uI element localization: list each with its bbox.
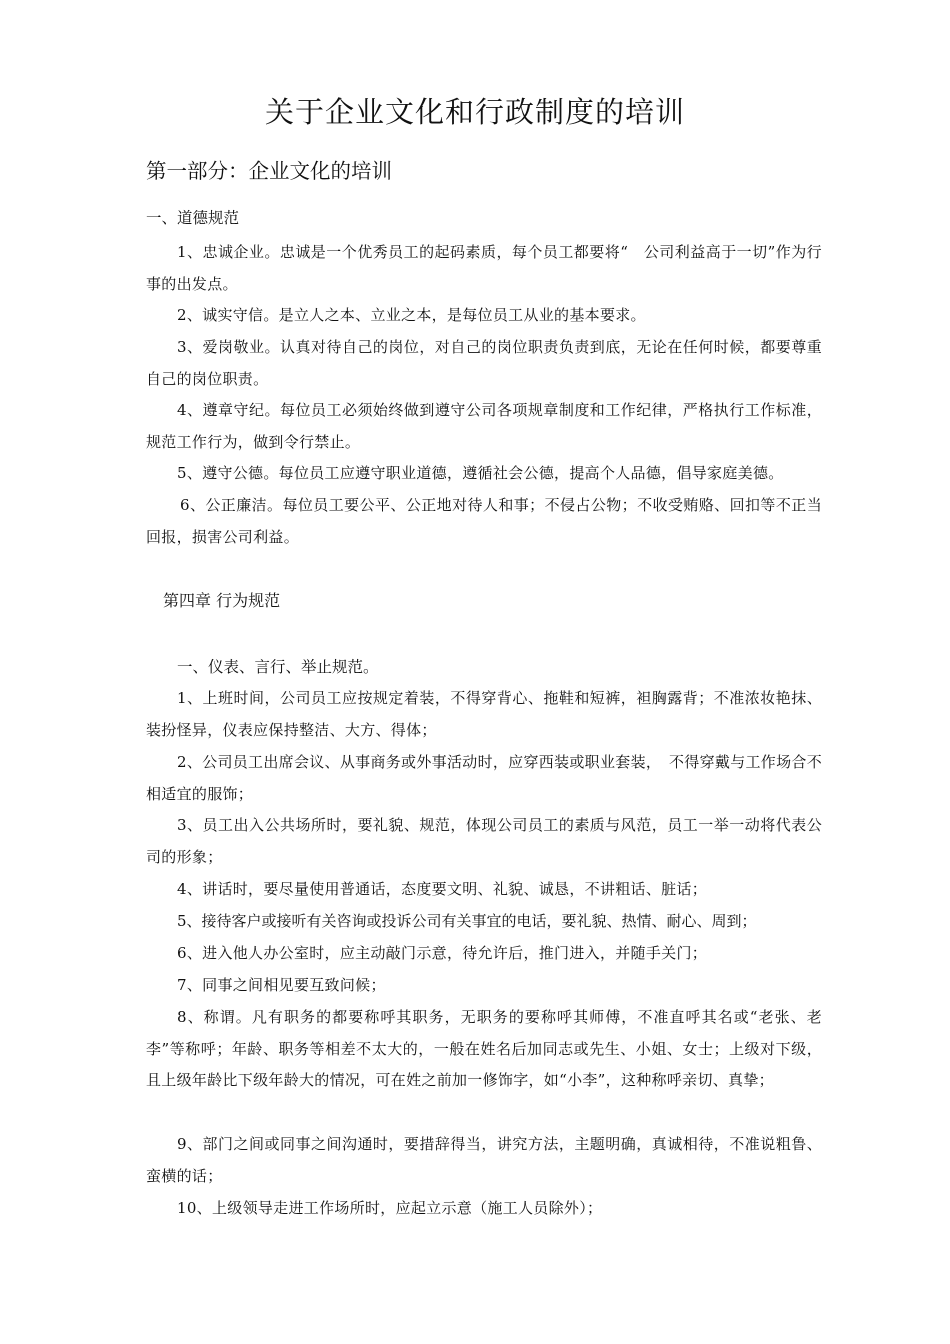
behavior-item-7: 7、同事之间相见要互致问候； — [177, 976, 386, 994]
behavior-item-10: 10、上级领导走进工作场所时，应起立示意（施工人员除外）； — [177, 1199, 603, 1217]
ethics-item-4: 4、遵章守纪。每位员工必须始终做到遵守公司各项规章制度和工作纪律，严格执行工作标准，规范工作行为，做到令行禁止。 — [146, 401, 822, 451]
ethics-item-1: 1、忠诚企业。忠诚是一个优秀员工的起码素质，每个员工都要将“ 公司利益高于一切”作为行事的出发点。 — [146, 243, 822, 293]
behavior-item-9: 9、部门之间或同事之间沟通时，要措辞得当，讲究方法，主题明确，真诚相待，不准说粗鲁、蛮横的话； — [146, 1135, 822, 1185]
document-title: 关于企业文化和行政制度的培训 — [264, 95, 685, 129]
ethics-item-3: 3、爱岗敬业。认真对待自己的岗位，对自己的岗位职责负责到底，无论在任何时候，都要尊重自己的岗位职责。 — [146, 338, 822, 388]
behavior-item-4: 4、讲话时，要尽量使用普通话，态度要文明、礼貌、诚恳，不讲粗话、脏话； — [177, 880, 708, 898]
chapter-heading-behavior: 第四章 行为规范 — [163, 591, 281, 610]
behavior-item-6: 6、进入他人办公室时，应主动敲门示意，待允许后，推门进入，并随手关门； — [177, 944, 708, 962]
ethics-item-6: 6、公正廉洁。每位员工要公平、公正地对待人和事；不侵占公物；不收受贿赂、回扣等不正当回报，损害公司利益。 — [146, 496, 822, 546]
section-heading-ethics: 一、道德规范 — [146, 209, 240, 227]
behavior-item-2: 2、公司员工出席会议、从事商务或外事活动时，应穿西装或职业套装， 不得穿戴与工作场合不相适宜的服饰； — [146, 753, 822, 803]
ethics-item-5: 5、遵守公德。每位员工应遵守职业道德，遵循社会公德，提高个人品德，倡导家庭美德。 — [177, 464, 784, 482]
behavior-item-8: 8、称谓。凡有职务的都要称呼其职务，无职务的要称呼其师傅，不准直呼其名或“老张、老李”等称呼；年龄、职务等相差不太大的，一般在姓名后加同志或先生、小姐、女士；上级对下级，且上级年龄比下级年龄大的情况，可在姓之前加一修饰字，如“小李”，这种称呼亲切、真挚； — [146, 1008, 822, 1089]
part-title: 第一部分：企业文化的培训 — [146, 159, 392, 183]
behavior-item-3: 3、员工出入公共场所时，要礼貌、规范，体现公司员工的素质与风范，员工一举一动将代表公司的形象； — [146, 816, 822, 866]
ethics-item-2: 2、诚实守信。是立人之本、立业之本，是每位员工从业的基本要求。 — [177, 306, 646, 324]
behavior-item-5: 5、接待客户或接听有关咨询或投诉公司有关事宜的电话，要礼貌、热情、耐心、周到； — [177, 912, 757, 930]
subsection-heading-appearance: 一、仪表、言行、举止规范。 — [177, 658, 379, 676]
behavior-item-1: 1、上班时间，公司员工应按规定着装，不得穿背心、拖鞋和短裤，袒胸露背；不准浓妆艳抹、装扮怪异，仪表应保持整洁、大方、得体； — [146, 689, 822, 739]
